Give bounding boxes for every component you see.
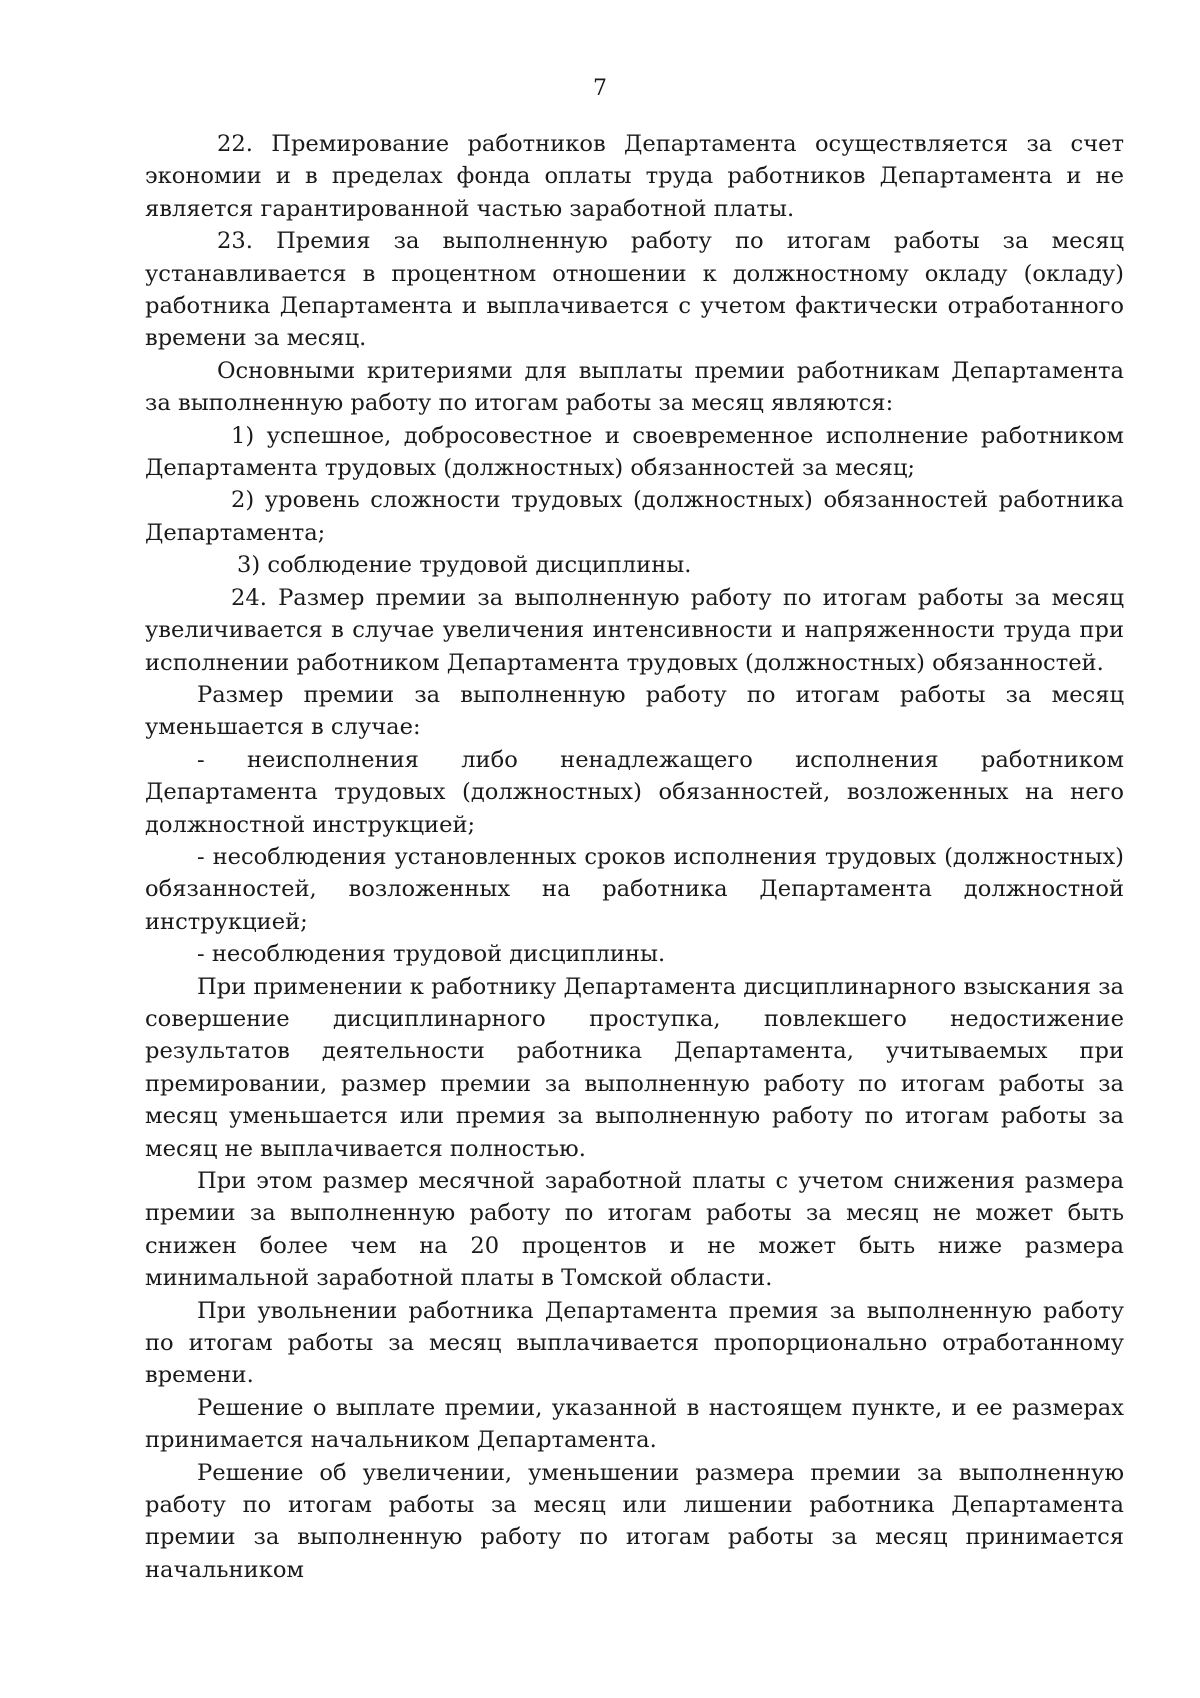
paragraph-criteria-intro: Основными критериями для выплаты премии работникам Департамента за выполненную работу по итогам работы за месяц являются: bbox=[145, 357, 1124, 417]
paragraph-reduction-intro: Размер премии за выполненную работу по итогам работы за месяц уменьшается в случае: bbox=[145, 681, 1124, 741]
document-body bbox=[145, 128, 1124, 1586]
page-number: 7 bbox=[593, 76, 607, 101]
paragraph-decision-change: Решение об увеличении, уменьшении размера премии за выполненную работу по итогам работы за месяц или лишении работника Департамента премии за выполненную работу по итогам работы за месяц принимается начальником bbox=[145, 1459, 1124, 1583]
paragraph-decision-payment: Решение о выплате премии, указанной в настоящем пункте, и ее размерах принимается начальником Департамента. bbox=[145, 1394, 1124, 1454]
list-item-criterion-1: 1) успешное, добросовестное и своевременное исполнение работником Департамента трудовых (должностных) обязанностей за месяц; bbox=[145, 422, 1124, 482]
list-item-reduction-2: - несоблюдения установленных сроков исполнения трудовых (должностных) обязанностей, возложенных на работника Департамента должностной инструкцией; bbox=[145, 843, 1124, 935]
paragraph-dismissal: При увольнении работника Департамента премия за выполненную работу по итогам работы за месяц выплачивается пропорционально отработанному времени. bbox=[145, 1297, 1124, 1389]
list-item-reduction-3: - несоблюдения трудовой дисциплины. bbox=[197, 941, 666, 968]
paragraph-23: 23. Премия за выполненную работу по итогам работы за месяц устанавливается в процентном отношении к должностному окладу (окладу) работника Департамента и выплачивается с учетом фактически отработанного времени за месяц. bbox=[145, 228, 1124, 352]
paragraph-disciplinary: При применении к работнику Департамента дисциплинарного взыскания за совершение дисциплинарного проступка, повлекшего недостижение результатов деятельности работника Департамента, учитываемых при премировании, размер премии за выполненную работу по итогам работы за месяц уменьшается или премия за выполненную работу по итогам работы за месяц не выплачивается полностью. bbox=[145, 973, 1124, 1162]
paragraph-22: 22. Премирование работников Департамента осуществляется за счет экономии и в пределах фонда оплаты труда работников Департамента и не является гарантированной частью заработной платы. bbox=[145, 131, 1124, 222]
list-item-criterion-3: 3) соблюдение трудовой дисциплины. bbox=[237, 552, 692, 579]
list-item-reduction-1: - неисполнения либо ненадлежащего исполнения работником Департамента трудовых (должностных) обязанностей, возложенных на него должностной инструкцией; bbox=[145, 746, 1124, 838]
paragraph-salary-limit: При этом размер месячной заработной платы с учетом снижения размера премии за выполненную работу по итогам работы за месяц не может быть снижен более чем на 20 процентов и не может быть ниже размера минимальной заработной платы в Томской области. bbox=[145, 1168, 1124, 1292]
paragraph-24: 24. Размер премии за выполненную работу по итогам работы за месяц увеличивается в случае увеличения интенсивности и напряженности труда при исполнении работником Департамента трудовых (должностных) обязанностей. bbox=[145, 584, 1124, 676]
list-item-criterion-2: 2) уровень сложности трудовых (должностных) обязанностей работника Департамента; bbox=[145, 487, 1124, 546]
